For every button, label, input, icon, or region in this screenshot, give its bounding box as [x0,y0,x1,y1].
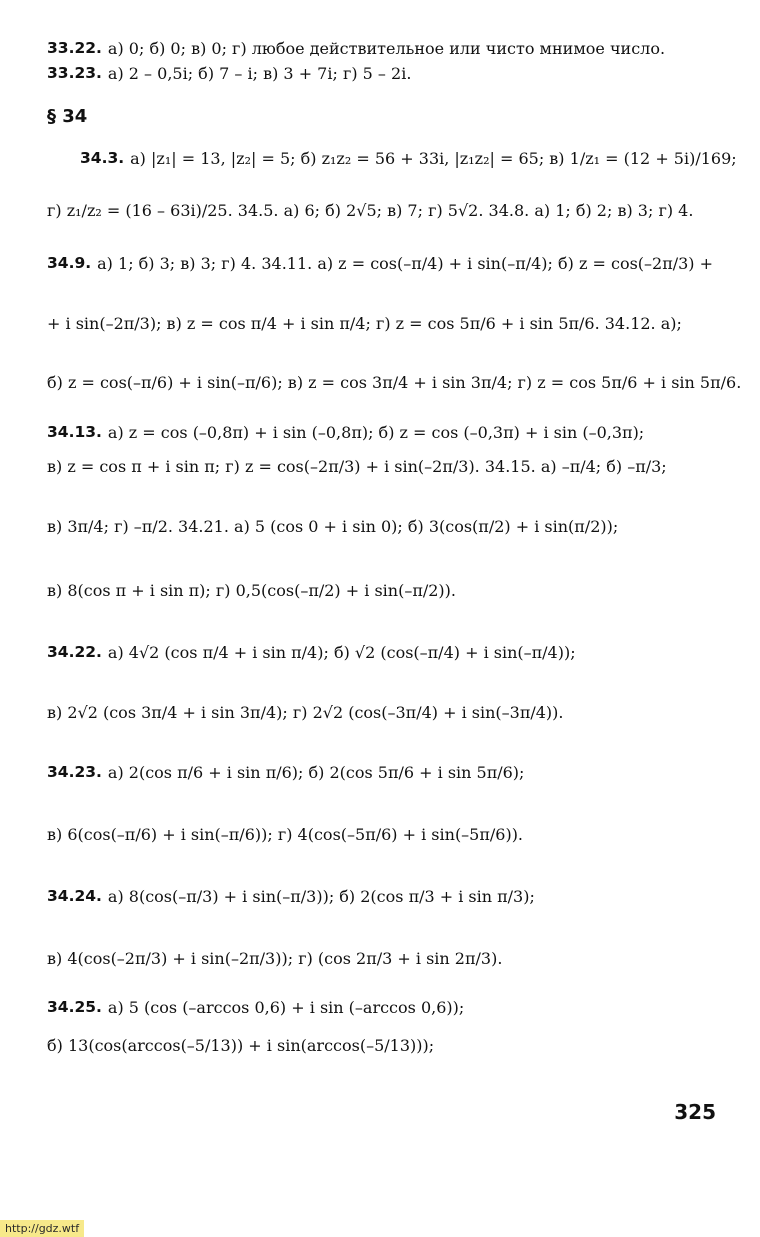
answer-text: в) z = cos π + i sin π; г) z = cos(–2π/3) + i sin(–2π/3). 34.15. а) –π/4; б) –π/3; [47,456,667,476]
answer-line [47,938,502,978]
answer-text: а) 8(cos(–π/3) + i sin(–π/3)); б) 2(cos π/3 + i sin π/3); [107,886,535,906]
answer-text: а) 5 (cos (–arccos 0,6) + i sin (–arccos 0,6)); [107,997,465,1017]
answer-line [47,632,576,672]
answer-text: в) 6(cos(–π/6) + i sin(–π/6)); г) 4(cos(–5π/6) + i sin(–5π/6)). [47,824,524,844]
answer-line [47,987,464,1027]
answer-text: б) 13(cos(arccos(–5/13)) + i sin(arccos(–5/13))); [47,1035,435,1055]
answer-text: а) 2(cos π/6 + i sin π/6); б) 2(cos 5π/6 + i sin 5π/6); [107,762,525,782]
answer-line [47,362,741,402]
answer-line [80,138,737,178]
answer-line [47,303,682,343]
page-number: 325 [674,1100,716,1124]
answer-line [47,570,456,610]
answer-text: в) 4(cos(–2π/3) + i sin(–2π/3)); г) (cos 2π/3 + i sin 2π/3). [47,948,503,968]
answer-line [47,53,411,93]
answer-text: а) |z₁| = 13, |z₂| = 5; б) z₁z₂ = 56 + 33i, |z₁z₂| = 65; в) 1/z₁ = (12 + 5i)/169; [130,148,737,168]
exercise-number: 34.24. [47,887,102,905]
answer-line [47,692,564,732]
answer-text: в) 2√2 (cos 3π/4 + i sin 3π/4); г) 2√2 (cos(–3π/4) + i sin(–3π/4)). [47,702,564,722]
answer-line [47,190,693,230]
exercise-number: 33.22. [47,39,102,57]
answer-line [47,243,713,283]
answer-line [47,1025,434,1065]
answer-text: г) z₁/z₂ = (16 – 63i)/25. 34.5. а) 6; б) 2√5; в) 7; г) 5√2. 34.8. а) 1; б) 2; в) 3; г) 4. [47,200,694,220]
answer-text: а) 1; б) 3; в) 3; г) 4. 34.11. а) z = cos(–π/4) + i sin(–π/4); б) z = cos(–2π/3) + [97,253,714,273]
section-heading: § 34 [47,106,88,127]
exercise-number: 34.3. [80,149,125,167]
exercise-number: 34.13. [47,423,102,441]
answer-text: в) 3π/4; г) –π/2. 34.21. а) 5 (cos 0 + i sin 0); б) 3(cos(π/2) + i sin(π/2)); [47,516,619,536]
watermark-link[interactable]: http://gdz.wtf [0,1220,84,1237]
answer-line [47,506,618,546]
answer-text: а) 4√2 (cos π/4 + i sin π/4); б) √2 (cos(–π/4) + i sin(–π/4)); [107,642,576,662]
exercise-number: 34.22. [47,643,102,661]
answer-line [47,814,523,854]
exercise-number: 34.25. [47,998,102,1016]
answer-line [47,752,524,792]
answer-text: а) 2 – 0,5i; б) 7 – i; в) 3 + 7i; г) 5 – 2i. [107,63,412,83]
exercise-number: 33.23. [47,64,102,82]
answer-text: а) z = cos (–0,8π) + i sin (–0,8π); б) z = cos (–0,3π) + i sin (–0,3π); [107,422,645,442]
answer-text: + i sin(–2π/3); в) z = cos π/4 + i sin π/4; г) z = cos 5π/6 + i sin 5π/6. 34.12. а); [47,313,682,333]
answer-line [47,876,535,916]
answer-text: а) 0; б) 0; в) 0; г) любое действительное или чисто мнимое число. [107,38,666,58]
exercise-number: 34.23. [47,763,102,781]
answer-text: б) z = cos(–π/6) + i sin(–π/6); в) z = cos 3π/4 + i sin 3π/4; г) z = cos 5π/6 + i sin 5π/6. [47,372,742,392]
answer-line [47,446,667,486]
answer-text: в) 8(cos π + i sin π); г) 0,5(cos(–π/2) + i sin(–π/2)). [47,580,456,600]
exercise-number: 34.9. [47,254,92,272]
